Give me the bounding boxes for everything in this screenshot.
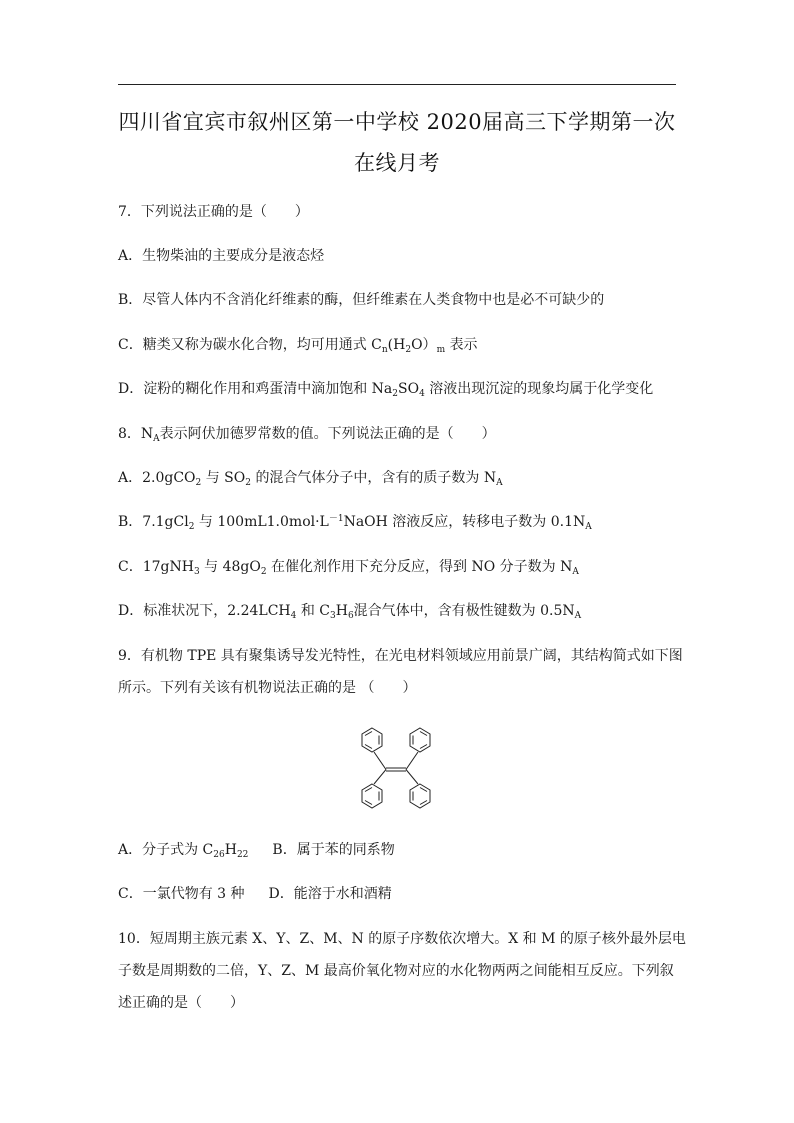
page-title-line2: 在线月考 xyxy=(354,151,440,175)
q8-b-3: NaOH 溶液反应，转移电子数为 0.1N xyxy=(343,514,586,530)
q9-stem-line2: 所示。下列有关该有机物说法正确的是 （ ） xyxy=(118,680,417,696)
q7-c-sub-2: 2 xyxy=(405,345,412,355)
q7-d-mid: SO xyxy=(398,381,420,397)
q8-option-c xyxy=(118,557,579,577)
q8-a-sub2: 2 xyxy=(245,478,251,488)
q8-stem-pre: 8．N xyxy=(118,426,154,442)
q10-stem-line1: 10．短周期主族元素 X、Y、Z、M、N 的原子序数依次增大。X 和 M 的原子核外最外层电 xyxy=(118,931,686,947)
header-rule xyxy=(118,84,676,85)
q9-option-b: B．属于苯的同系物 xyxy=(272,842,395,858)
tpe-structure-figure xyxy=(350,724,442,814)
q8-option-d xyxy=(118,601,581,621)
q8-stem-sub: A xyxy=(153,434,160,444)
q8-d-sub1: 4 xyxy=(290,611,297,621)
q7-option-c xyxy=(118,335,478,355)
q7-d-sub-2: 2 xyxy=(392,389,399,399)
q8-a-2: 与 SO xyxy=(205,470,246,486)
q9-option-c: C．一氯代物有 3 种 xyxy=(118,886,245,902)
q7-d-end: 溶液出现沉淀的现象均属于化学变化 xyxy=(429,381,654,397)
q10-stem-line2: 子数是周期数的二倍，Y、Z、M 最高价氧化物对应的水化物两两之间能相互反应。下列叙 xyxy=(118,963,674,979)
q8-option-a xyxy=(118,468,503,488)
q7-c-post: O） xyxy=(411,337,437,353)
q8-option-b xyxy=(118,512,592,532)
q8-d-1: D．标准状况下，2.24LCH xyxy=(118,603,291,619)
q8-stem-post: 表示阿伏加德罗常数的值。下列说法正确的是（ ） xyxy=(159,426,496,442)
q8-d-2: 和 C xyxy=(300,603,330,619)
q8-b-sup: －1 xyxy=(328,514,344,524)
q8-b-2: 与 100mL1.0mol·L xyxy=(198,514,329,530)
q9-a-sub2: 22 xyxy=(236,850,249,860)
q9-option-d: D．能溶于水和酒精 xyxy=(268,886,392,902)
tpe-structure-svg xyxy=(350,724,442,814)
q7-d-text: D．淀粉的糊化作用和鸡蛋清中滴加饱和 Na xyxy=(118,381,393,397)
q9-options-row1 xyxy=(118,840,395,860)
q9-stem-line1: 9．有机物 TPE 具有聚集诱导发光特性，在光电材料领域应用前景广阔，其结构简式如下图 xyxy=(118,648,683,664)
q7-option-b: B．尽管人体内不含消化纤维素的酶，但纤维素在人类食物中也是必不可缺少的 xyxy=(118,292,605,308)
page-title-line1: 四川省宜宾市叙州区第一中学校 2020届高三下学期第一次 xyxy=(118,110,676,134)
q8-stem xyxy=(118,424,496,444)
q9-a-sub1: 26 xyxy=(213,850,225,860)
q8-d-sub3: 6 xyxy=(347,611,354,621)
q8-a-1: A．2.0gCO xyxy=(118,470,196,486)
q7-option-a: A．生物柴油的主要成分是液态烃 xyxy=(118,248,325,264)
q8-d-4: 混合气体中，含有极性键数为 0.5N xyxy=(353,603,575,619)
q9-a-2: H xyxy=(224,842,237,858)
q8-d-3: H xyxy=(335,603,348,619)
q8-c-3: 在催化剂作用下充分反应，得到 NO 分子数为 N xyxy=(271,559,573,575)
q7-d-sub-4: 4 xyxy=(419,389,425,399)
q8-b-sub2: A xyxy=(585,522,592,532)
q7-c-sub-n: n xyxy=(381,345,388,355)
q7-c-sub-m: m xyxy=(436,345,446,355)
q8-a-3: 的混合气体分子中，含有的质子数为 N xyxy=(255,470,497,486)
q7-stem: 7．下列说法正确的是（ ） xyxy=(118,204,309,220)
q8-b-sub1: 2 xyxy=(188,522,195,532)
q7-c-end: 表示 xyxy=(449,337,478,353)
q8-c-1: C．17gNH xyxy=(118,559,194,575)
q8-d-sub4: A xyxy=(574,611,582,621)
q9-options-row2 xyxy=(118,884,392,904)
q8-c-sub3: A xyxy=(572,567,579,577)
q8-b-1: B．7.1gCl xyxy=(118,514,189,530)
q7-option-d xyxy=(118,379,653,399)
q8-c-sub1: 3 xyxy=(193,567,200,577)
q9-a-1: A．分子式为 C xyxy=(118,842,214,858)
q10-stem-line3: 述正确的是（ ） xyxy=(118,995,244,1011)
q8-a-sub3: A xyxy=(496,478,503,488)
q7-c-text: C．糖类又称为碳水化合物，均可用通式 C xyxy=(118,337,382,353)
q8-d-sub2: 3 xyxy=(329,611,336,621)
q8-a-sub1: 2 xyxy=(195,478,202,488)
q7-c-mid: (H xyxy=(387,337,406,353)
q8-c-sub2: 2 xyxy=(260,567,267,577)
q8-c-2: 与 48gO xyxy=(204,559,261,575)
